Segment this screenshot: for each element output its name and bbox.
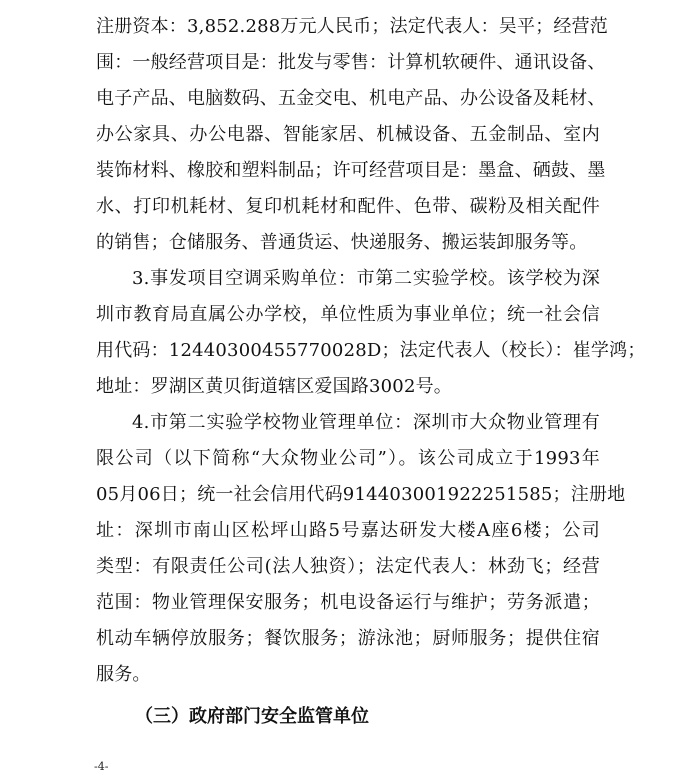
paragraph-2-line-4: 办公家具、办公电器、智能家居、机械设备、五金制品、室内 [96, 124, 600, 145]
paragraph-4-line-3: 05月06日；统一社会信用代码914403001922251585；注册地 [96, 484, 626, 505]
page-number: -4- [94, 760, 109, 773]
paragraph-4-line-8: 服务。 [96, 664, 151, 685]
section-heading: （三）政府部门安全监管单位 [135, 706, 369, 727]
paragraph-2-line-3: 电子产品、电脑数码、五金交电、机电产品、办公设备及耗材、 [96, 88, 606, 109]
paragraph-2-line-7: 的销售；仓储服务、普通货运、快递服务、搬运装卸服务等。 [96, 232, 588, 253]
paragraph-2-line-6: 水、打印机耗材、复印机耗材和配件、色带、碳粉及相关配件 [96, 196, 600, 217]
paragraph-4-line-1: 4.市第二实验学校物业管理单位：深圳市大众物业管理有 [132, 412, 600, 433]
paragraph-4-line-4: 址：深圳市南山区松坪山路5号嘉达研发大楼A座6楼；公司 [96, 520, 600, 541]
paragraph-3-line-3: 用代码：12440300455770028D；法定代表人（校长）：崔学鸿； [96, 340, 646, 361]
paragraph-3-line-2: 圳市教育局直属公办学校，单位性质为事业单位；统一社会信 [96, 304, 600, 325]
paragraph-2-line-1: 注册资本：3,852.288万元人民币；法定代表人：吴平；经营范 [96, 16, 609, 37]
paragraph-4-line-5: 类型：有限责任公司(法人独资）；法定代表人：林劲飞；经营 [96, 556, 600, 577]
paragraph-3-line-4: 地址：罗湖区黄贝街道辖区爱国路3002号。 [96, 376, 453, 397]
paragraph-3-line-1: 3.事发项目空调采购单位：市第二实验学校。该学校为深 [132, 268, 600, 289]
paragraph-4-line-6: 范围：物业管理保安服务；机电设备运行与维护；劳务派遣； [96, 592, 600, 613]
paragraph-2-line-5: 装饰材料、橡胶和塑料制品；许可经营项目是：墨盒、硒鼓、墨 [96, 160, 606, 181]
paragraph-4-line-2: 限公司（以下简称“大众物业公司”）。该公司成立于1993年 [96, 448, 600, 469]
paragraph-2-line-2: 围：一般经营项目是：批发与零售：计算机软硬件、通讯设备、 [96, 52, 606, 73]
paragraph-4-line-7: 机动车辆停放服务；餐饮服务；游泳池；厨师服务；提供住宿 [96, 628, 600, 649]
